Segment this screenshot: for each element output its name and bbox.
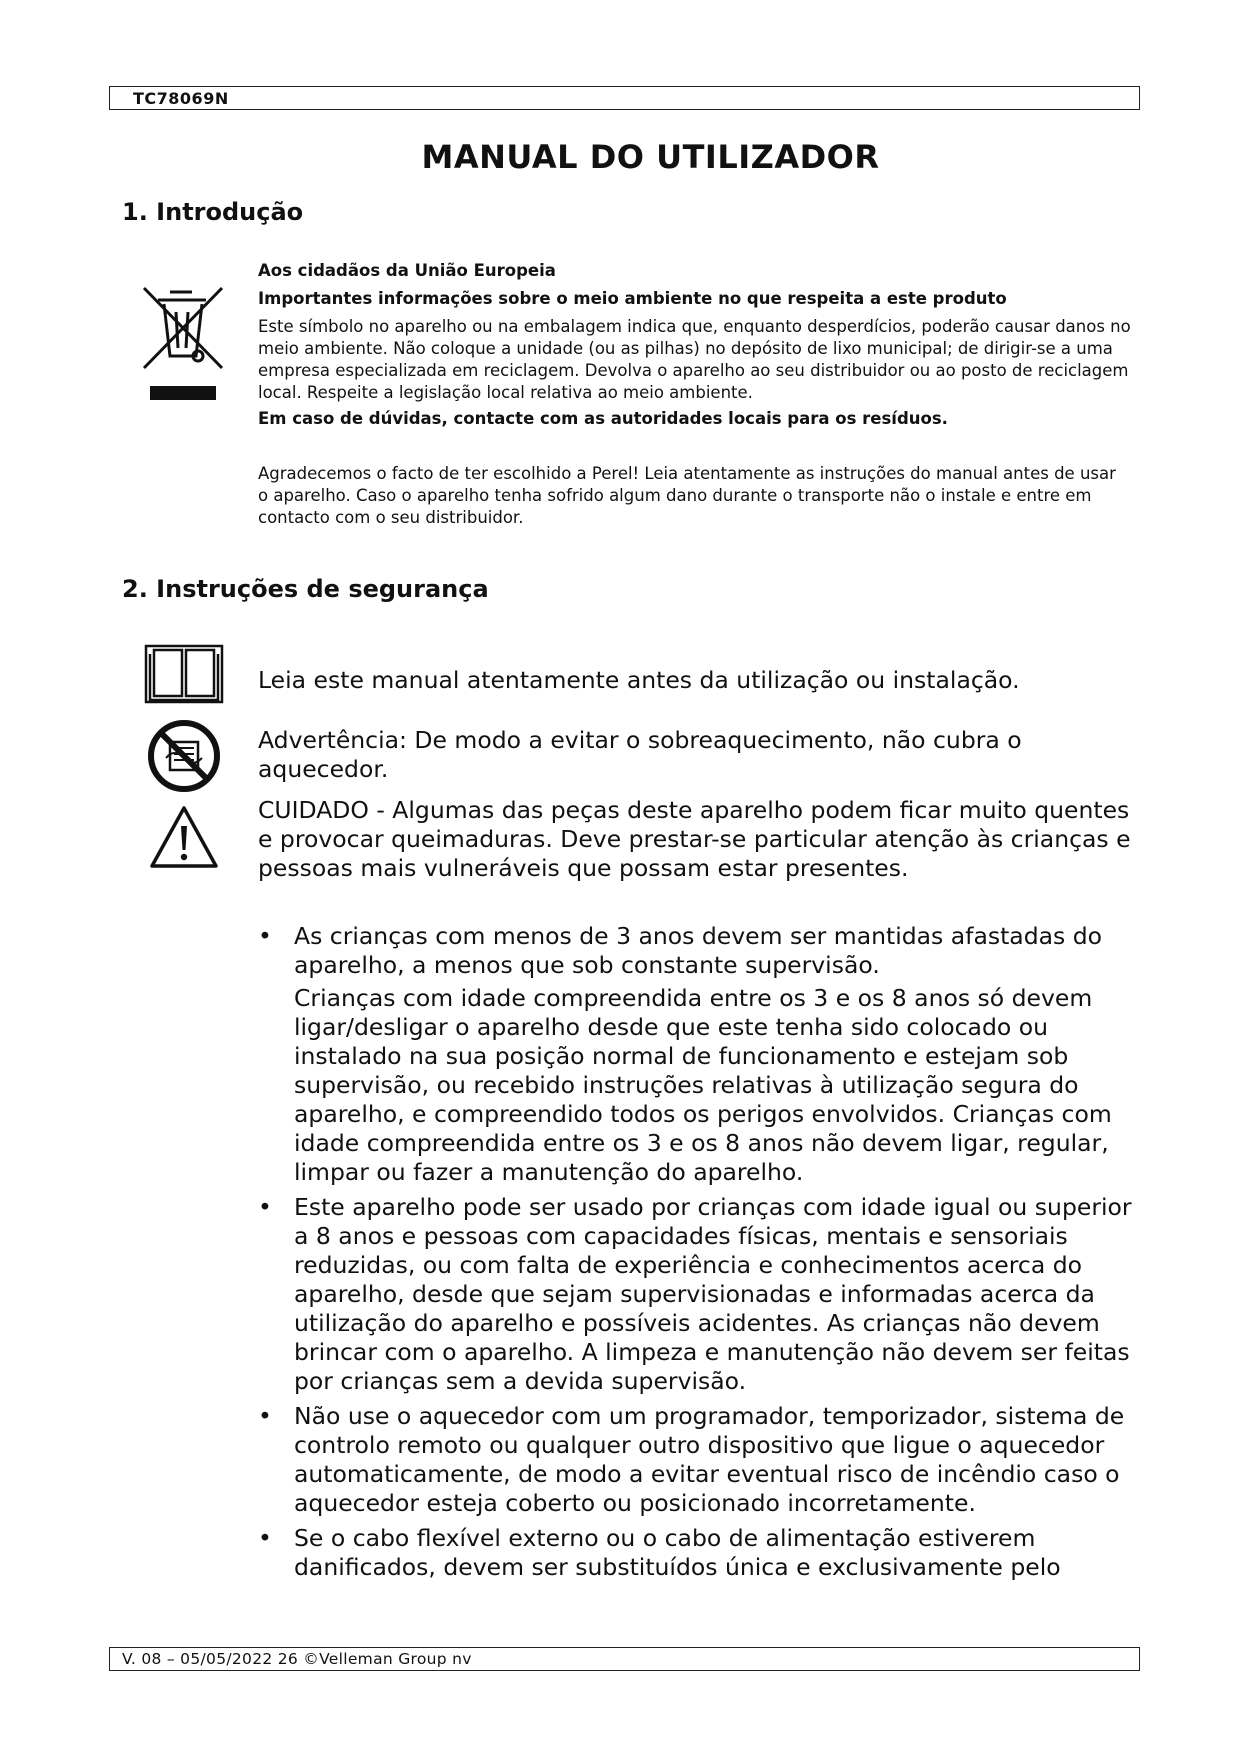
list-item [258,1524,1134,1582]
bullet-icon: • [258,1402,272,1430]
thanks-paragraph: Agradecemos o facto de ter escolhido a Perel! Leia atentamente as instruções do manual antes de usar o aparelho. Caso o aparelho tenha sofrido algum dano durante o transporte não o instale e entre em contacto com o seu distribuidor. [258,464,1116,527]
bullet-text: Este aparelho pode ser usado por crianças com idade igual ou superior a 8 anos e pessoas com capacidades físicas, mentais e sensoriais reduzidas, ou com falta de experiência e conhecimentos acerca do aparelho, desde que sejam supervisionadas e informadas acerca da utilização do aparelho e possíveis acidentes. As crianças não devem brincar com o aparelho. A limpeza e manutenção não devem ser feitas por crianças sem a devida supervisão. [294,1193,1132,1395]
eu-body: Este símbolo no aparelho ou na embalagem indica que, enquanto desperdícios, poderão causar danos no meio ambiente. Não coloque a unidade (ou as pilhas) no depósito de lixo municipal; de dirigir-se a uma empresa especializada em reciclagem. Devolva o aparelho ao seu distribuidor ou ao posto de reciclagem local. Respeite a legislação local relativa ao meio ambiente. [258,317,1131,402]
caution-text: CUIDADO - Algumas das peças deste aparelho podem ficar muito quentes e provocar queimaduras. Deve prestar-se particular atenção às crianças e pessoas mais vulneráveis que possam estar presentes. [258,796,1131,882]
safety-bullet-list [258,922,1134,1588]
footer-box [109,1647,1140,1671]
header-box [109,86,1140,110]
bullet-icon: • [258,1193,272,1221]
list-item [258,922,1134,1187]
section-heading-safety: 2. Instruções de segurança [122,575,489,603]
list-item [258,1193,1134,1396]
read-manual-text: Leia este manual atentamente antes da utilização ou instalação. [258,666,1020,694]
section-heading-introduction: 1. Introdução [122,198,304,226]
eu-heading: Aos cidadãos da União Europeia [258,261,556,280]
bullet-text: As crianças com menos de 3 anos devem ser mantidas afastadas do aparelho, a menos que sob constante supervisão. [294,922,1103,979]
warning-triangle-icon [148,804,220,870]
footer-text: V. 08 – 05/05/2022 26 ©Velleman Group nv [122,1650,472,1668]
bullet-text: Se o cabo flexível externo ou o cabo de alimentação estiverem danificados, devem ser substituídos única e exclusivamente pelo [294,1524,1061,1581]
page-title: MANUAL DO UTILIZADOR [421,138,880,176]
model-number: TC78069N [133,89,229,108]
bullet-icon: • [258,1524,272,1552]
eu-subheading: Importantes informações sobre o meio ambiente no que respeita a este produto [258,289,1007,308]
do-not-cover-icon [146,718,222,794]
weee-crossed-bin-icon [140,284,230,408]
read-manual-book-icon [144,640,224,706]
no-cover-warning: Advertência: De modo a evitar o sobreaquecimento, não cubra o aquecedor. [258,726,1022,783]
bullet-icon: • [258,922,272,950]
bullet-extra-text: Crianças com idade compreendida entre os 3 e os 8 anos só devem ligar/desligar o aparelho desde que este tenha sido colocado ou instalado na sua posição normal de funcionamento e estejam sob supervisão, ou recebido instruções relativas à utilização segura do aparelho, e compreendido todos os perigos envolvidos. Crianças com idade compreendida entre os 3 e os 8 anos não devem ligar, regular, limpar ou fazer a manutenção do aparelho. [294,984,1112,1186]
eu-contact: Em caso de dúvidas, contacte com as autoridades locais para os resíduos. [258,409,948,428]
list-item [258,1402,1134,1518]
bullet-text: Não use o aquecedor com um programador, temporizador, sistema de controlo remoto ou qualquer outro dispositivo que ligue o aquecedor automaticamente, de modo a evitar eventual risco de incêndio caso o aquecedor esteja coberto ou posicionado incorretamente. [294,1402,1125,1517]
